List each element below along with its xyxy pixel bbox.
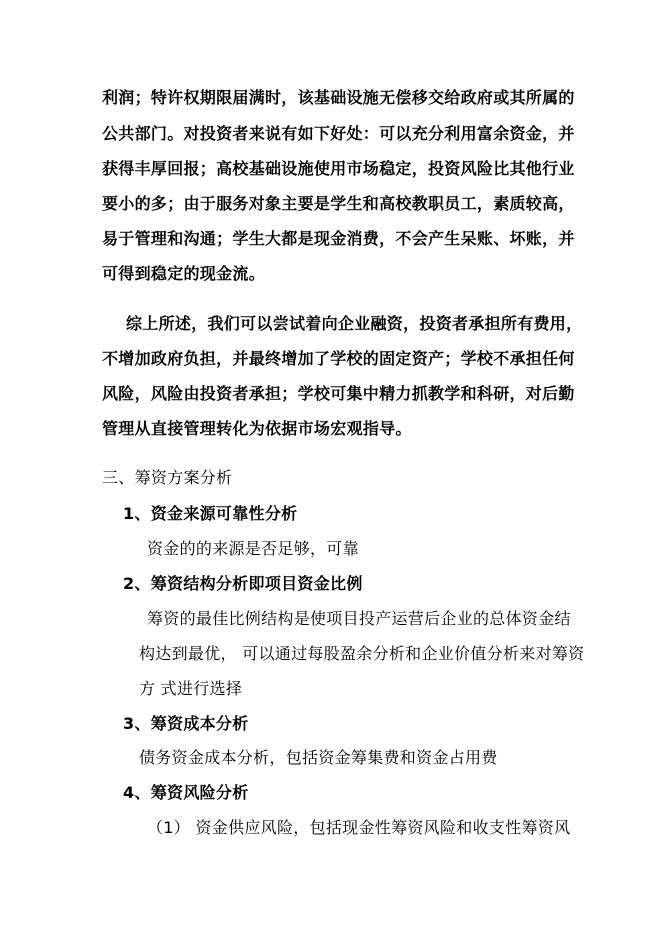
paragraph-1-line-2: 公共部门。对投资者来说有如下好处：可以充分利用富余资金，并 xyxy=(102,124,575,143)
item-2-body-line-2: 构达到最优， 可以通过每股盈余分析和企业价值分析来对筹资 xyxy=(139,644,585,663)
paragraph-2-line-4: 管理从直接管理转化为依据市场宏观指导。 xyxy=(102,419,412,438)
item-2-title: 2、筹资结构分析即项目资金比例 xyxy=(123,574,363,593)
paragraph-2-line-2: 不增加政府负担，并最终增加了学校的固定资产；学校不承担任何 xyxy=(102,349,575,368)
paragraph-1-line-5: 易于管理和沟通；学生大都是现金消费，不会产生呆账、坏账，并 xyxy=(102,229,575,248)
paragraph-1-line-4: 要小的多；由于服务对象主要是学生和高校教职员工，素质较高， xyxy=(102,194,575,213)
item-4-title: 4、筹资风险分析 xyxy=(123,783,249,802)
item-4-body-line-1: （1） 资金供应风险，包括现金性筹资风险和收支性筹资风 xyxy=(147,818,571,837)
item-1-body-line-1: 资金的的来源是否足够，可靠 xyxy=(147,539,359,558)
section-heading: 三、筹资方案分析 xyxy=(102,468,233,487)
paragraph-1-line-1: 利润；特许权期限届满时，该基础设施无偿移交给政府或其所属的 xyxy=(102,88,575,107)
item-3-title: 3、筹资成本分析 xyxy=(123,714,249,733)
item-3-body-line-1: 债务资金成本分析，包括资金筹集费和资金占用费 xyxy=(139,748,498,767)
paragraph-1-line-3: 获得丰厚回报；高校基础设施使用市场稳定，投资风险比其他行业 xyxy=(102,159,575,178)
paragraph-2-line-3: 风险，风险由投资者承担；学校可集中精力抓教学和科研，对后勤 xyxy=(102,384,575,403)
paragraph-2-line-1: 综上所述，我们可以尝试着向企业融资，投资者承担所有费用， xyxy=(126,314,583,333)
item-1-title: 1、资金来源可靠性分析 xyxy=(123,504,298,523)
paragraph-1-line-6: 可得到稳定的现金流。 xyxy=(102,264,266,283)
item-2-body-line-1: 筹资的最佳比例结构是使项目投产运营后企业的总体资金结 xyxy=(147,609,571,628)
item-2-body-line-3: 方 式进行选择 xyxy=(139,679,243,698)
